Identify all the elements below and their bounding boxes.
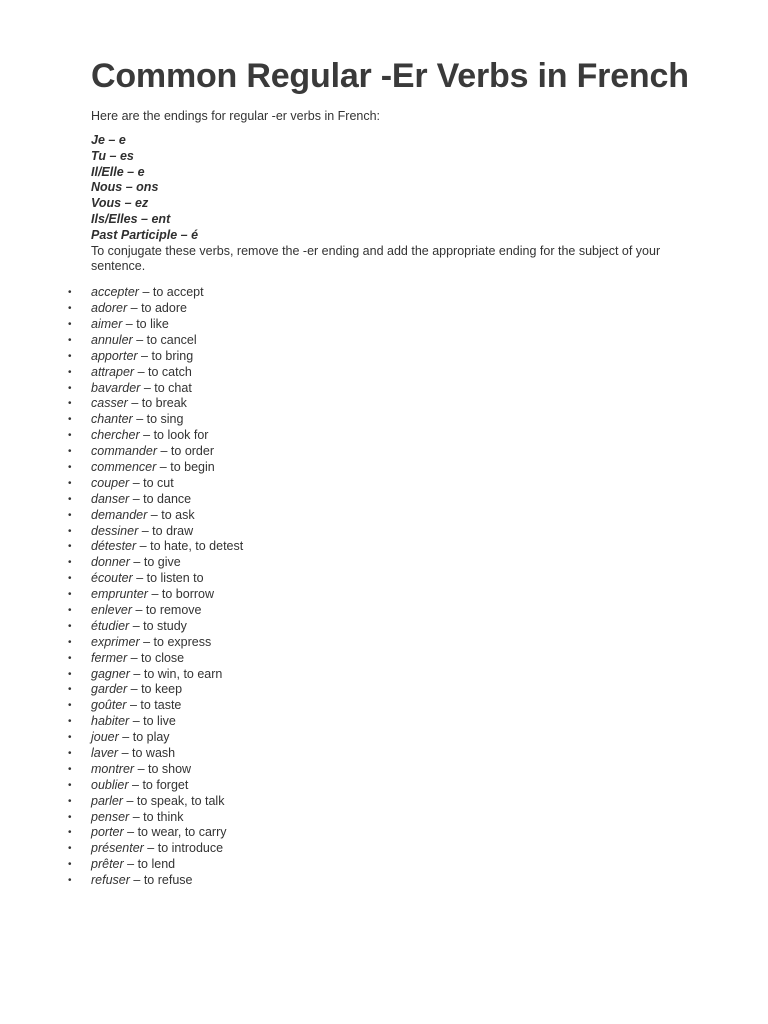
bullet-icon: •: [68, 732, 72, 744]
verb-infinitive: demander: [91, 507, 148, 522]
verb-dash: –: [132, 475, 140, 490]
verb-meaning: to borrow: [161, 587, 215, 602]
verb-meaning: to break: [141, 396, 187, 411]
verb-infinitive: écouter: [91, 571, 133, 586]
list-item: [68, 507, 691, 524]
verb-infinitive: attraper: [91, 364, 135, 379]
ending-pronoun: Je: [91, 133, 105, 147]
verb-dash: –: [137, 364, 145, 379]
verb-dash: –: [130, 682, 138, 697]
bullet-icon: •: [68, 318, 72, 330]
verb-infinitive: aimer: [91, 316, 123, 331]
bullet-icon: •: [68, 493, 72, 505]
verb-meaning: to refuse: [143, 873, 193, 888]
list-item: [68, 491, 691, 508]
verb-dash: –: [121, 746, 129, 760]
list-item: [68, 793, 691, 810]
ending-pronoun: Nous: [91, 180, 123, 195]
list-item: [68, 412, 691, 428]
bullet-icon: •: [68, 811, 72, 823]
ending-suffix: ent: [151, 211, 171, 226]
bullet-icon: •: [68, 509, 72, 521]
verb-dash: –: [150, 507, 158, 522]
verb-meaning: to lend: [137, 857, 176, 872]
verb-meaning: to speak, to talk: [136, 793, 225, 808]
verb-meaning: to live: [143, 714, 176, 729]
verb-meaning: to adore: [141, 301, 187, 316]
verb-infinitive: parler: [91, 793, 123, 808]
ending-row: [91, 196, 691, 212]
verb-infinitive: dessiner: [91, 523, 139, 538]
list-item: [68, 539, 691, 555]
list-item: [68, 761, 691, 778]
verb-meaning: to hate, to detest: [150, 539, 244, 554]
bullet-icon: •: [68, 366, 72, 378]
bullet-icon: •: [68, 461, 72, 473]
ending-pronoun: Vous: [91, 196, 122, 211]
verb-infinitive: détester: [91, 539, 137, 554]
bullet-icon: •: [68, 795, 72, 807]
verb-meaning: to remove: [145, 602, 202, 617]
bullet-icon: •: [68, 859, 72, 871]
ending-row: [91, 165, 691, 181]
verb-infinitive: enlever: [91, 602, 132, 617]
verb-dash: –: [142, 285, 150, 300]
verb-dash: –: [136, 571, 144, 586]
verb-dash: –: [147, 841, 155, 856]
page-title: Common Regular -Er Verbs in French: [91, 57, 689, 95]
bullet-icon: •: [68, 700, 72, 712]
ending-suffix: é: [191, 227, 199, 242]
verb-infinitive: prêter: [91, 857, 124, 872]
verb-dash: –: [130, 301, 138, 316]
verb-infinitive: chercher: [91, 428, 140, 443]
bullet-icon: •: [68, 843, 72, 855]
verb-dash: –: [143, 380, 151, 395]
bullet-icon: •: [68, 414, 72, 426]
bullet-icon: •: [68, 303, 72, 315]
verb-infinitive: casser: [91, 396, 128, 411]
instruction-text: To conjugate these verbs, remove the -er ending and add the appropriate ending for the subject of your sentence.: [91, 243, 661, 274]
verb-meaning: to keep: [141, 682, 183, 697]
bullet-icon: •: [68, 684, 72, 696]
bullet-icon: •: [68, 573, 72, 585]
verb-dash: –: [129, 698, 137, 713]
list-item: [68, 857, 691, 873]
bullet-icon: •: [68, 430, 72, 442]
ending-pronoun: Tu: [91, 148, 107, 163]
verb-infinitive: donner: [91, 555, 130, 570]
verb-meaning: to cancel: [146, 332, 197, 347]
ending-dash: –: [108, 133, 116, 147]
verb-dash: –: [159, 459, 167, 474]
bullet-icon: •: [68, 446, 72, 458]
list-item: [68, 825, 691, 841]
ending-dash: –: [141, 211, 148, 226]
verb-dash: –: [137, 761, 145, 776]
list-item: [68, 316, 691, 333]
ending-row: [91, 180, 691, 196]
bullet-icon: •: [68, 620, 72, 632]
list-item: [68, 714, 691, 730]
list-item: [68, 396, 691, 412]
endings-list: [91, 133, 691, 244]
verb-dash: –: [132, 809, 140, 824]
verb-meaning: to begin: [170, 459, 215, 474]
ending-dash: –: [109, 148, 117, 163]
list-item: [68, 444, 691, 460]
bullet-icon: •: [68, 875, 72, 887]
ending-dash: –: [125, 180, 133, 195]
list-item: [68, 682, 691, 698]
verb-infinitive: apporter: [91, 348, 138, 363]
verb-dash: –: [132, 714, 140, 729]
list-item: [68, 301, 691, 317]
verb-infinitive: jouer: [91, 730, 119, 745]
list-item: [68, 348, 691, 365]
verb-infinitive: emprunter: [91, 587, 148, 602]
bullet-icon: •: [68, 827, 72, 839]
ending-suffix: e: [118, 133, 126, 147]
list-item: [68, 587, 691, 603]
bullet-icon: •: [68, 716, 72, 728]
verb-meaning: to sing: [146, 412, 184, 427]
verb-dash: –: [160, 444, 168, 459]
bullet-icon: •: [68, 557, 72, 569]
verb-meaning: to accept: [152, 285, 204, 300]
bullet-icon: •: [68, 636, 72, 648]
verb-meaning: to wash: [132, 746, 176, 760]
ending-pronoun: Past Participle: [91, 227, 178, 242]
list-item: [68, 285, 691, 301]
ending-row: [91, 212, 691, 228]
verb-meaning: to taste: [140, 698, 182, 713]
verb-dash: –: [143, 428, 151, 443]
list-item: [68, 523, 691, 540]
list-item: [68, 809, 691, 826]
bullet-icon: •: [68, 334, 72, 346]
verb-infinitive: gagner: [91, 666, 130, 681]
verb-dash: –: [126, 793, 134, 808]
verb-meaning: to catch: [148, 364, 192, 379]
list-item: [68, 873, 691, 889]
list-item: [68, 666, 691, 683]
intro-text: Here are the endings for regular -er verbs in French:: [91, 109, 381, 123]
bullet-icon: •: [68, 763, 72, 775]
verb-infinitive: garder: [91, 682, 128, 697]
verb-meaning: to cut: [143, 475, 174, 490]
bullet-icon: •: [68, 668, 72, 680]
verb-infinitive: exprimer: [91, 634, 140, 649]
verb-dash: –: [132, 618, 140, 633]
verb-dash: –: [133, 555, 141, 570]
verb-infinitive: danser: [91, 491, 130, 506]
verb-dash: –: [125, 316, 133, 331]
verb-dash: –: [133, 873, 141, 888]
list-item: [68, 777, 691, 794]
verb-dash: –: [135, 602, 143, 617]
verb-infinitive: couper: [91, 475, 130, 490]
verb-meaning: to express: [153, 634, 212, 649]
verb-meaning: to draw: [152, 523, 194, 538]
verb-meaning: to study: [143, 618, 187, 633]
verb-infinitive: goûter: [91, 698, 127, 713]
verb-infinitive: bavarder: [91, 380, 141, 395]
ending-dash: –: [180, 227, 188, 242]
verb-meaning: to play: [132, 730, 170, 745]
verb-dash: –: [151, 587, 159, 602]
verb-meaning: to like: [136, 316, 169, 331]
list-item: [68, 428, 691, 444]
bullet-icon: •: [68, 398, 72, 410]
verb-infinitive: habiter: [91, 714, 130, 729]
verb-dash: –: [133, 666, 141, 681]
verb-meaning: to win, to earn: [143, 666, 223, 681]
verb-dash: –: [143, 634, 151, 649]
bullet-icon: •: [68, 382, 72, 394]
ending-row: [91, 228, 691, 244]
verb-meaning: to forget: [142, 777, 189, 792]
ending-dash: –: [127, 164, 135, 179]
verb-infinitive: montrer: [91, 761, 135, 776]
ending-row: [91, 133, 691, 149]
verb-dash: –: [127, 857, 135, 872]
verb-dash: –: [132, 777, 139, 792]
verb-meaning: to show: [148, 761, 192, 776]
verb-dash: –: [131, 396, 139, 411]
verb-dash: –: [141, 348, 148, 363]
verb-meaning: to bring: [151, 348, 194, 363]
verb-dash: –: [127, 825, 135, 840]
verb-infinitive: oublier: [91, 777, 129, 792]
bullet-icon: •: [68, 541, 72, 553]
verb-dash: –: [139, 539, 147, 554]
bullet-icon: •: [68, 779, 72, 791]
verb-meaning: to think: [143, 809, 184, 824]
ending-row: [91, 149, 691, 165]
list-item: [68, 571, 691, 587]
ending-suffix: e: [137, 164, 145, 179]
bullet-icon: •: [68, 477, 72, 489]
verb-dash: –: [130, 650, 138, 665]
list-item: [68, 634, 691, 651]
verb-infinitive: adorer: [91, 301, 128, 316]
list-item: [68, 841, 691, 857]
document-body: [68, 56, 691, 889]
verb-infinitive: accepter: [91, 285, 139, 300]
bullet-icon: •: [68, 748, 72, 759]
list-item: [68, 364, 691, 381]
list-item: [68, 459, 691, 476]
verb-meaning: to chat: [154, 380, 192, 395]
verb-infinitive: chanter: [91, 412, 133, 427]
verb-meaning: to ask: [161, 507, 195, 522]
verb-dash: –: [136, 332, 144, 347]
verb-dash: –: [136, 412, 144, 427]
verb-meaning: to listen to: [146, 571, 204, 586]
verb-infinitive: présenter: [91, 841, 144, 856]
bullet-icon: •: [68, 604, 72, 616]
verb-infinitive: fermer: [91, 650, 128, 665]
bullet-icon: •: [68, 525, 72, 537]
list-item: [68, 602, 691, 619]
list-item: [68, 746, 691, 762]
ending-suffix: es: [119, 148, 134, 163]
verb-meaning: to look for: [153, 428, 209, 443]
verb-infinitive: refuser: [91, 873, 130, 888]
verb-meaning: to order: [170, 444, 215, 459]
bullet-icon: •: [68, 589, 72, 601]
bullet-icon: •: [68, 350, 72, 362]
list-item: [68, 650, 691, 667]
verb-infinitive: annuler: [91, 332, 133, 347]
verb-meaning: to give: [143, 555, 181, 570]
list-item: [68, 475, 691, 492]
verb-infinitive: laver: [91, 746, 119, 760]
verb-meaning: to wear, to carry: [137, 825, 227, 840]
verb-infinitive: penser: [91, 809, 130, 824]
list-item: [68, 698, 691, 714]
verb-meaning: to close: [141, 650, 185, 665]
verb-infinitive: commencer: [91, 459, 157, 474]
verb-infinitive: commander: [91, 444, 157, 459]
verb-list: [68, 285, 691, 889]
verb-dash: –: [122, 730, 130, 745]
list-item: [68, 555, 691, 571]
bullet-icon: •: [68, 287, 72, 299]
verb-dash: –: [132, 491, 140, 506]
ending-pronoun: Il/Elle: [91, 164, 124, 179]
ending-suffix: ons: [136, 180, 159, 195]
ending-suffix: ez: [135, 196, 149, 211]
list-item: [68, 730, 691, 746]
verb-infinitive: porter: [91, 825, 124, 840]
verb-infinitive: étudier: [91, 618, 130, 633]
ending-pronoun: Ils/Elles: [91, 211, 138, 226]
list-item: [68, 618, 691, 635]
verb-dash: –: [141, 523, 149, 538]
list-item: [68, 380, 691, 397]
list-item: [68, 332, 691, 349]
verb-meaning: to introduce: [157, 841, 224, 856]
ending-dash: –: [124, 196, 132, 211]
bullet-icon: •: [68, 652, 72, 664]
verb-meaning: to dance: [143, 491, 192, 506]
